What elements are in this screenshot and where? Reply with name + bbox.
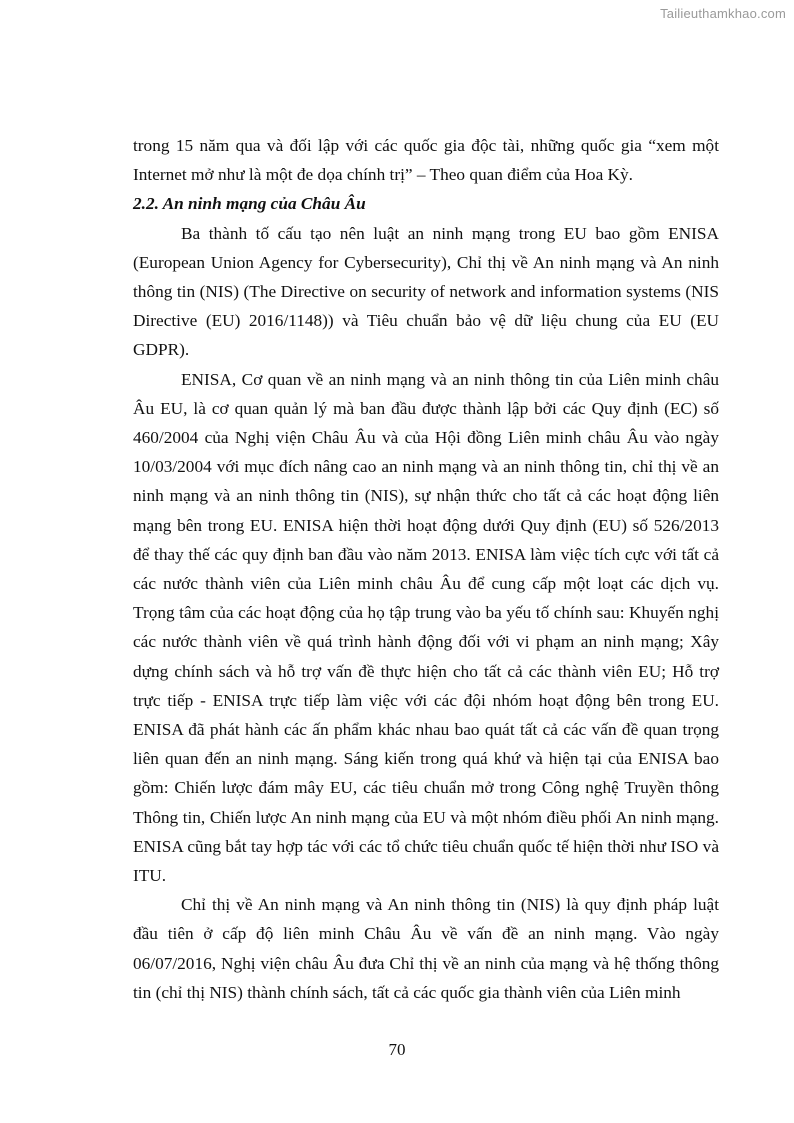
- page-number: 70: [388, 1040, 406, 1059]
- paragraph-continuation: trong 15 năm qua và đối lập với các quốc gia độc tài, những quốc gia “xem một Internet mở như là một đe dọa chính trị” – Theo quan điểm của Hoa Kỳ.: [133, 136, 719, 185]
- watermark: Tailieuthamkhao.com: [660, 6, 786, 21]
- paragraph-enisa: ENISA, Cơ quan về an ninh mạng và an ninh thông tin của Liên minh châu Âu EU, là cơ quan quản lý mà ban đầu được thành lập bởi các Quy định (EC) số 460/2004 của Nghị viện Châu Âu và của Hội đồng Liên minh châu Âu vào ngày 10/03/2004 với mục đích nâng cao an ninh mạng và an ninh thông tin, chỉ thị về an ninh mạng và an ninh thông tin (NIS), sự nhận thức cho tất cả các hoạt động liên mạng bên trong EU. ENISA hiện thời hoạt động dưới Quy định (EU) số 526/2013 để thay thế các quy định ban đầu vào năm 2013. ENISA làm việc tích cực với tất cả các nước thành viên của Liên minh châu Âu để cung cấp một loạt các dịch vụ. Trọng tâm của các hoạt động của họ tập trung vào ba yếu tố chính sau: Khuyến nghị các nước thành viên về quá trình hành động đối với vi phạm an ninh mạng; Xây dựng chính sách và hỗ trợ vấn đề thực hiện cho tất cả các thành viên EU; Hỗ trợ trực tiếp - ENISA trực tiếp làm việc với các đội nhóm hoạt động bên trong EU. ENISA đã phát hành các ấn phẩm khác nhau bao quát tất cả các vấn đề quan trọng liên quan đến an ninh mạng. Sáng kiến trong quá khứ và hiện tại của ENISA bao gồm: Chiến lược đám mây EU, các tiêu chuẩn mở trong Công nghệ Truyền thông Thông tin, Chiến lược An ninh mạng của EU và một nhóm điều phối An ninh mạng. ENISA cũng bắt tay hợp tác với các tổ chức tiêu chuẩn quốc tế hiện thời như ISO và ITU.: [133, 369, 719, 886]
- section-heading: 2.2. An ninh mạng của Châu Âu: [133, 194, 366, 214]
- document-body: [133, 131, 719, 1007]
- paragraph-eu-cyber-law-components: Ba thành tố cấu tạo nên luật an ninh mạng trong EU bao gồm ENISA (European Union Agency for Cybersecurity), Chỉ thị về An ninh mạng và An ninh thông tin (NIS) (The Directive on security of network and information systems (NIS Directive (EU) 2016/1148)) và Tiêu chuẩn bảo vệ dữ liệu chung của EU (EU GDPR).: [133, 223, 719, 360]
- paragraph-nis-directive: Chỉ thị về An ninh mạng và An ninh thông tin (NIS) là quy định pháp luật đầu tiên ở cấp độ liên minh Châu Âu về vấn đề an ninh mạng. Vào ngày 06/07/2016, Nghị viện châu Âu đưa Chỉ thị về an ninh của mạng và hệ thống thông tin (chỉ thị NIS) thành chính sách, tất cả các quốc gia thành viên của Liên minh: [133, 895, 719, 1002]
